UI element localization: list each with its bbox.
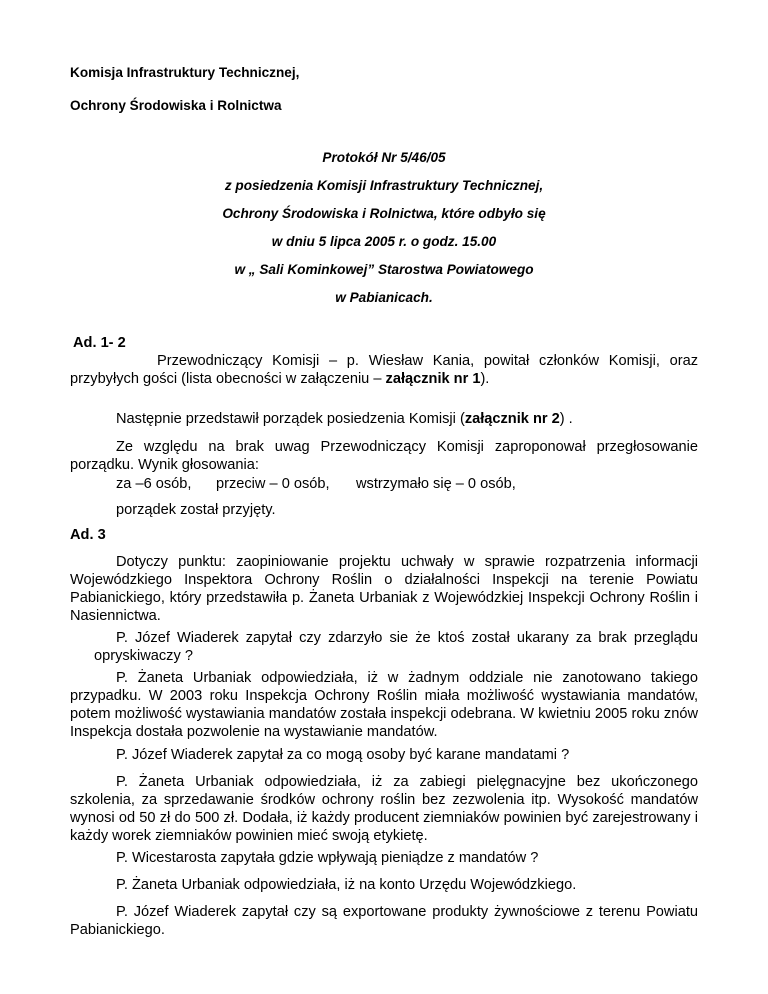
title-line-6: w Pabianicach. [335, 290, 433, 305]
org-name-line2: Ochrony Środowiska i Rolnictwa [70, 98, 282, 113]
paragraph-agenda-end: ) . [559, 411, 573, 427]
attachment-ref-2: załącznik nr 2 [464, 411, 560, 427]
title-line-2: z posiedzenia Komisji Infrastruktury Technicznej, [224, 178, 544, 193]
paragraph-agenda-accepted: porządek został przyjęty. [116, 502, 276, 518]
paragraph-welcome-end: ). [480, 371, 490, 387]
title-line-3: Ochrony Środowiska i Rolnictwa, które odbyło się [222, 206, 546, 221]
section-heading-ad3: Ad. 3 [70, 527, 106, 543]
paragraph-ad3-1: Dotyczy punktu: zaopiniowanie projektu uchwały w sprawie rozpatrzenia informacji Wojewódzkiego Inspektora Ochrony Roślin o działalności Inspekcji na terenie Powiatu Pabianickiego, który przedstawiła p. Żaneta Urbaniak z Wojewódzkiej Inspekcji Ochrony Roślin i Nasiennictwa. [70, 554, 698, 624]
paragraph-vote-intro: Ze względu na brak uwag Przewodniczący Komisji zaproponował przegłosowanie porządku. Wynik głosowania: [70, 439, 698, 473]
paragraph-welcome [70, 352, 698, 388]
title-line-4: w dniu 5 lipca 2005 r. o godz. 15.00 [271, 234, 497, 249]
attachment-ref-1: załącznik nr 1 [385, 371, 481, 387]
paragraph-ad3-2: P. Józef Wiaderek zapytał czy zdarzyło sie że ktoś został ukarany za brak przeglądu opryskiwaczy ? [94, 630, 698, 664]
vote-against: przeciw – 0 osób, [216, 476, 330, 492]
vote-abstain: wstrzymało się – 0 osób, [356, 476, 516, 492]
title-line-5: w „ Sali Kominkowej” Starostwa Powiatowego [234, 262, 534, 277]
org-name-line1: Komisja Infrastruktury Technicznej, [70, 65, 300, 80]
paragraph-ad3-8: P. Józef Wiaderek zapytał czy są exportowane produkty żywnościowe z terenu Powiatu Pabianickiego. [70, 904, 698, 938]
vote-for: za –6 osób, [116, 476, 192, 492]
paragraph-ad3-7: P. Żaneta Urbaniak odpowiedziała, iż na konto Urzędu Wojewódzkiego. [116, 877, 577, 893]
title-line-1: Protokół Nr 5/46/05 [322, 150, 446, 165]
paragraph-welcome-text: Przewodniczący Komisji – p. Wiesław Kania, powitał członków Komisji, oraz przybyłych gości (lista obecności w załączeniu – [70, 353, 698, 387]
paragraph-ad3-4: P. Józef Wiaderek zapytał za co mogą osoby być karane mandatami ? [116, 747, 570, 763]
section-heading-ad12: Ad. 1- 2 [73, 335, 126, 351]
paragraph-agenda [70, 410, 698, 428]
paragraph-ad3-3: P. Żaneta Urbaniak odpowiedziała, iż w żadnym oddziale nie zanotowano takiego przypadku. W 2003 roku Inspekcja Ochrony Roślin miała możliwość wystawiania mandatów, potem możliwość wystawiania mandatów została inspekcji odebrana. W kwietniu 2005 roku znów Inspekcja dostała pozwolenie na wystawianie mandatów. [70, 670, 698, 740]
paragraph-ad3-5: P. Żaneta Urbaniak odpowiedziała, iż za zabiegi pielęgnacyjne bez ukończonego szkolenia, za sprzedawanie środków ochrony roślin bez zezwolenia itp. Wysokość mandatów wynosi od 50 zł do 500 zł. Dodała, iż każdy producent ziemniaków powinien być zarejestrowany i każdy worek ziemniaków powinien mieć swoją etykietę. [70, 774, 698, 844]
paragraph-agenda-text: Następnie przedstawił porządek posiedzenia Komisji ( [116, 411, 465, 427]
paragraph-ad3-6: P. Wicestarosta zapytała gdzie wpływają pieniądze z mandatów ? [116, 850, 539, 866]
